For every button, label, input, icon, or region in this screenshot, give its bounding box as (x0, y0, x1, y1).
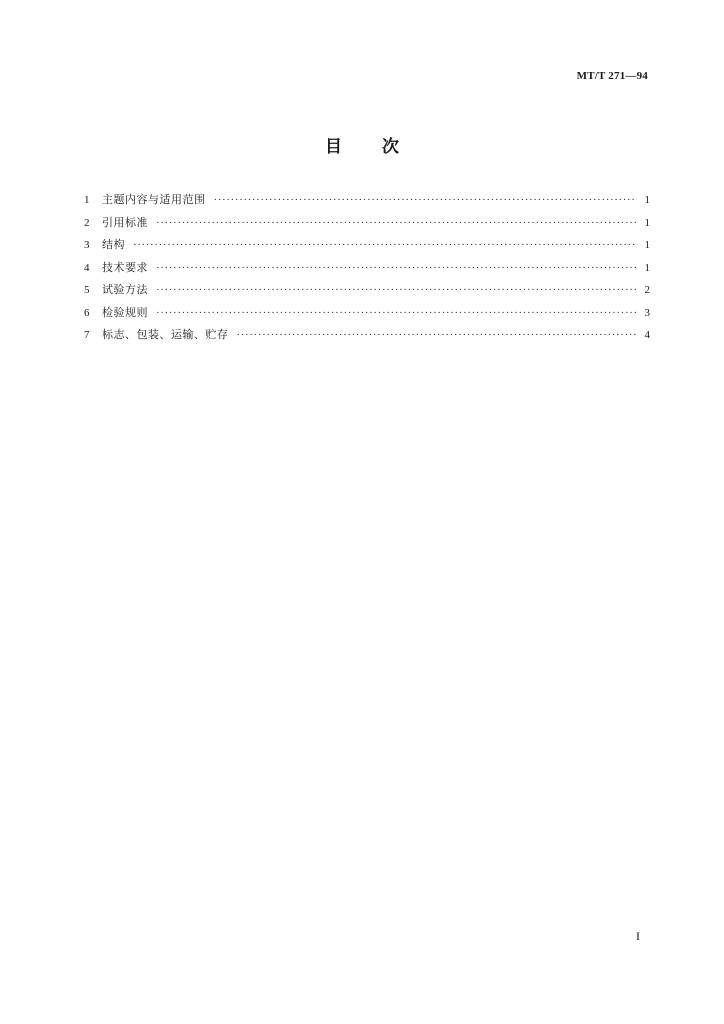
toc-entry[interactable] (84, 304, 650, 327)
page-title (0, 132, 724, 157)
toc-entry-page: 2 (644, 284, 650, 296)
toc-entry-label: 结构 (102, 238, 125, 251)
title-char-1: 目 (325, 137, 342, 157)
toc-entry-number: 4 (84, 261, 90, 274)
toc-entry[interactable] (84, 191, 650, 214)
toc-leader-dots (156, 217, 636, 229)
toc-entry-number: 5 (84, 284, 90, 296)
toc-entry-page: 1 (644, 261, 650, 274)
table-of-contents (84, 191, 650, 349)
toc-entry-label: 引用标准 (102, 215, 148, 229)
toc-entry-number: 2 (84, 216, 90, 229)
toc-leader-dots (156, 284, 636, 296)
toc-entry-label: 主题内容与适用范围 (102, 193, 206, 206)
toc-entry[interactable] (84, 236, 650, 259)
toc-leader-dots (214, 194, 637, 206)
toc-entry[interactable] (84, 214, 650, 237)
toc-entry-page: 3 (644, 306, 650, 319)
toc-entry-label: 试验方法 (102, 283, 148, 296)
toc-leader-dots (156, 307, 636, 319)
toc-entry-page: 1 (644, 239, 650, 251)
toc-entry[interactable] (84, 326, 650, 349)
toc-entry-number: 7 (84, 329, 90, 341)
toc-entry[interactable] (84, 281, 650, 304)
toc-entry-number: 6 (84, 306, 90, 319)
toc-leader-dots (156, 262, 636, 274)
toc-leader-dots (133, 239, 636, 251)
title-char-2: 次 (382, 137, 399, 157)
toc-entry-label: 检验规则 (102, 305, 148, 319)
toc-entry-label: 标志、包装、运输、贮存 (102, 328, 229, 341)
toc-entry-number: 1 (84, 194, 90, 206)
toc-entry-page: 1 (644, 194, 650, 206)
page-number: I (636, 929, 640, 943)
toc-entry[interactable] (84, 259, 650, 282)
toc-entry-page: 4 (644, 329, 650, 341)
toc-leader-dots (237, 329, 637, 341)
toc-entry-page: 1 (644, 216, 650, 229)
standard-code: MT/T 271—94 (576, 70, 648, 82)
toc-entry-label: 技术要求 (102, 260, 148, 274)
toc-entry-number: 3 (84, 239, 90, 251)
